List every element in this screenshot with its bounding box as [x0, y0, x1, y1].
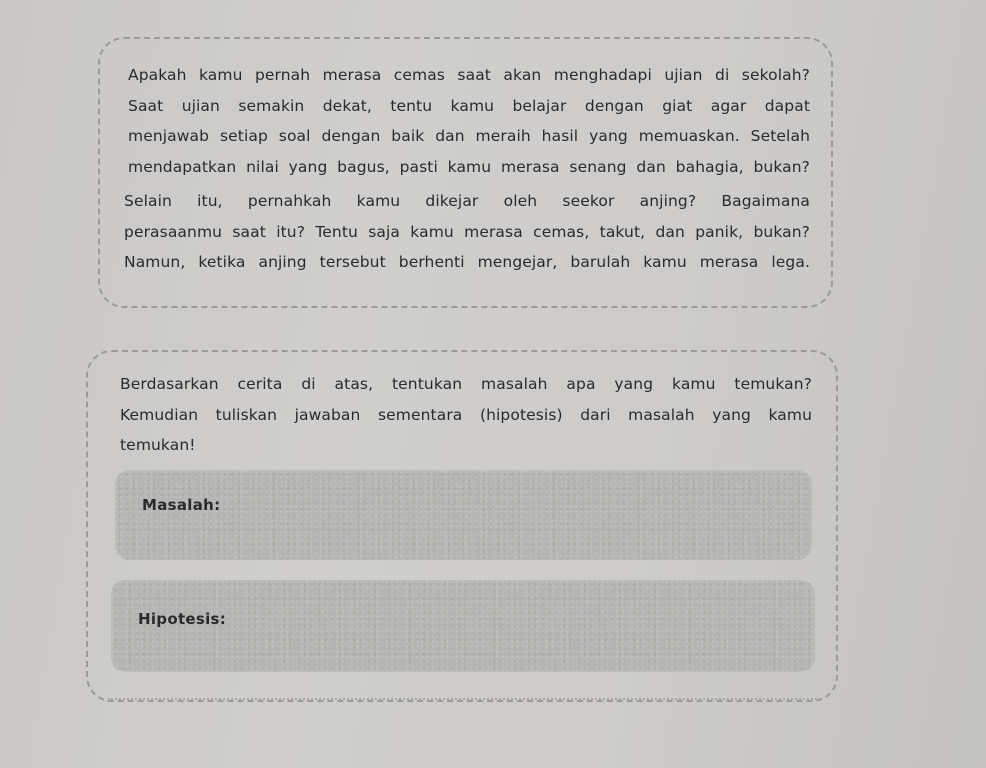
instruction-line: Berdasarkan cerita di atas, tentukan masalah apa yang kamu temukan? — [120, 375, 812, 393]
masalah-label: Masalah: — [142, 496, 221, 514]
task-instruction — [120, 369, 812, 461]
instruction-line: Kemudian tuliskan jawaban sementara (hipotesis) dari masalah yang kamu — [120, 405, 812, 424]
story-line: Apakah kamu pernah merasa cemas saat akan menghadapi ujian di sekolah? — [128, 66, 810, 84]
instruction-line: temukan! — [120, 436, 196, 454]
story-line: Saat ujian semakin dekat, tentu kamu belajar dengan giat agar dapat — [128, 96, 810, 115]
hipotesis-label: Hipotesis: — [138, 610, 227, 628]
story-line: mendapatkan nilai yang bagus, pasti kamu merasa senang dan bahagia, bukan? — [128, 157, 810, 176]
masalah-answer-field[interactable] — [115, 470, 812, 560]
story-line: menjawab setiap soal dengan baik dan meraih hasil yang memuaskan. Setelah — [128, 127, 810, 145]
story-paragraph-1 — [128, 60, 810, 182]
story-line: Namun, ketika anjing tersebut berhenti mengejar, barulah kamu merasa lega. — [124, 253, 810, 271]
hipotesis-answer-field[interactable] — [111, 580, 815, 672]
story-line: perasaanmu saat itu? Tentu saja kamu merasa cemas, takut, dan panik, bukan? — [124, 222, 810, 241]
footer-divider — [108, 698, 820, 700]
story-line: Selain itu, pernahkah kamu dikejar oleh seekor anjing? Bagaimana — [124, 192, 810, 210]
story-paragraph-2 — [124, 186, 810, 278]
